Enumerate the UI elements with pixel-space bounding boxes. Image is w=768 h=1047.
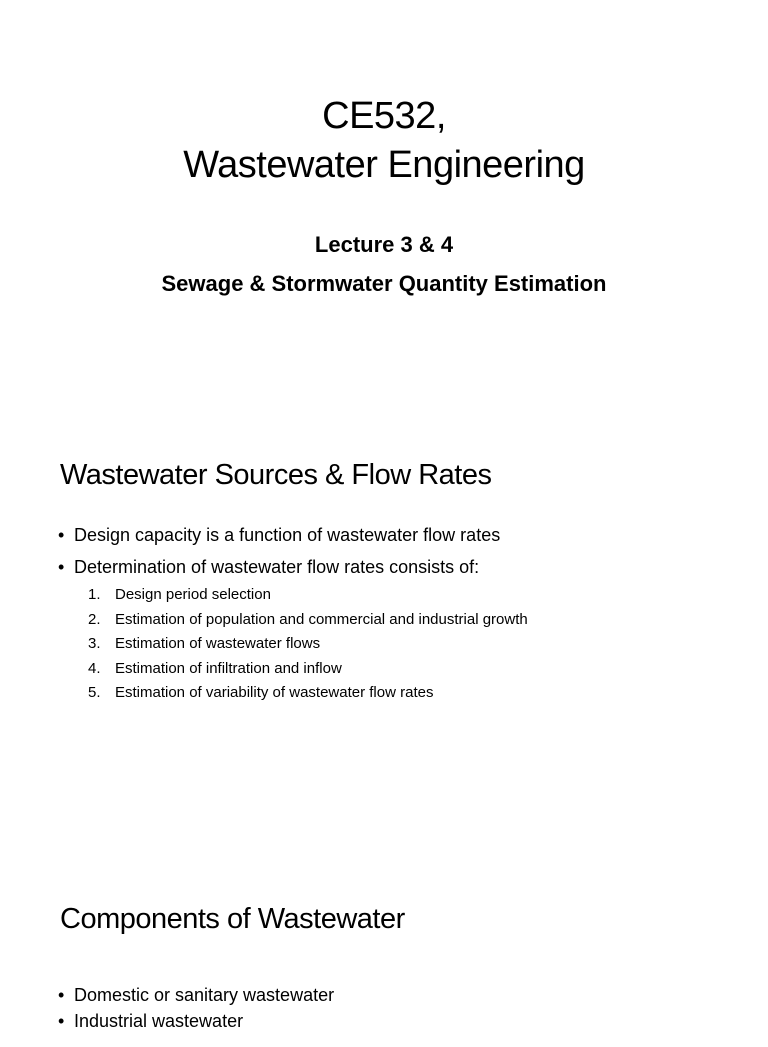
lecture-number: Lecture 3 & 4	[314, 232, 454, 257]
numbered-item	[72, 583, 528, 608]
numbered-item	[72, 681, 528, 706]
item-number: 4.	[88, 659, 101, 677]
item-text: Estimation of variability of wastewater flow rates	[115, 684, 434, 701]
bullet-item: • Domestic or sanitary wastewater	[58, 983, 334, 1007]
item-number: 3.	[88, 635, 101, 652]
bullet-item	[58, 555, 528, 706]
numbered-list	[58, 583, 528, 706]
numbered-item	[72, 657, 528, 682]
item-number: 1.	[88, 586, 101, 603]
course-title: Wastewater Engineering	[183, 144, 585, 186]
item-text: Estimation of population and commercial and industrial growth	[115, 610, 528, 628]
course-code: CE532,	[322, 95, 446, 137]
components-heading: Components of Wastewater	[60, 903, 405, 935]
bullet-list	[58, 523, 528, 706]
bullet-text: Determination of wastewater flow rates consists of:	[74, 557, 480, 577]
item-number: 2.	[88, 610, 101, 628]
item-number: 5.	[88, 684, 101, 701]
components-bullet-list	[58, 983, 334, 1047]
numbered-item	[72, 632, 528, 657]
item-text: Estimation of infiltration and inflow	[115, 659, 342, 677]
item-text: Estimation of wastewater flows	[115, 635, 321, 652]
item-text: Design period selection	[115, 586, 271, 603]
numbered-item	[72, 608, 528, 633]
bullet-item: • Industrial wastewater	[58, 1009, 334, 1033]
lecture-topic: Sewage & Stormwater Quantity Estimation	[161, 271, 607, 296]
bullet-item: • Design capacity is a function of wastewater flow rates	[58, 523, 528, 547]
slide-heading: Wastewater Sources & Flow Rates	[60, 459, 492, 491]
